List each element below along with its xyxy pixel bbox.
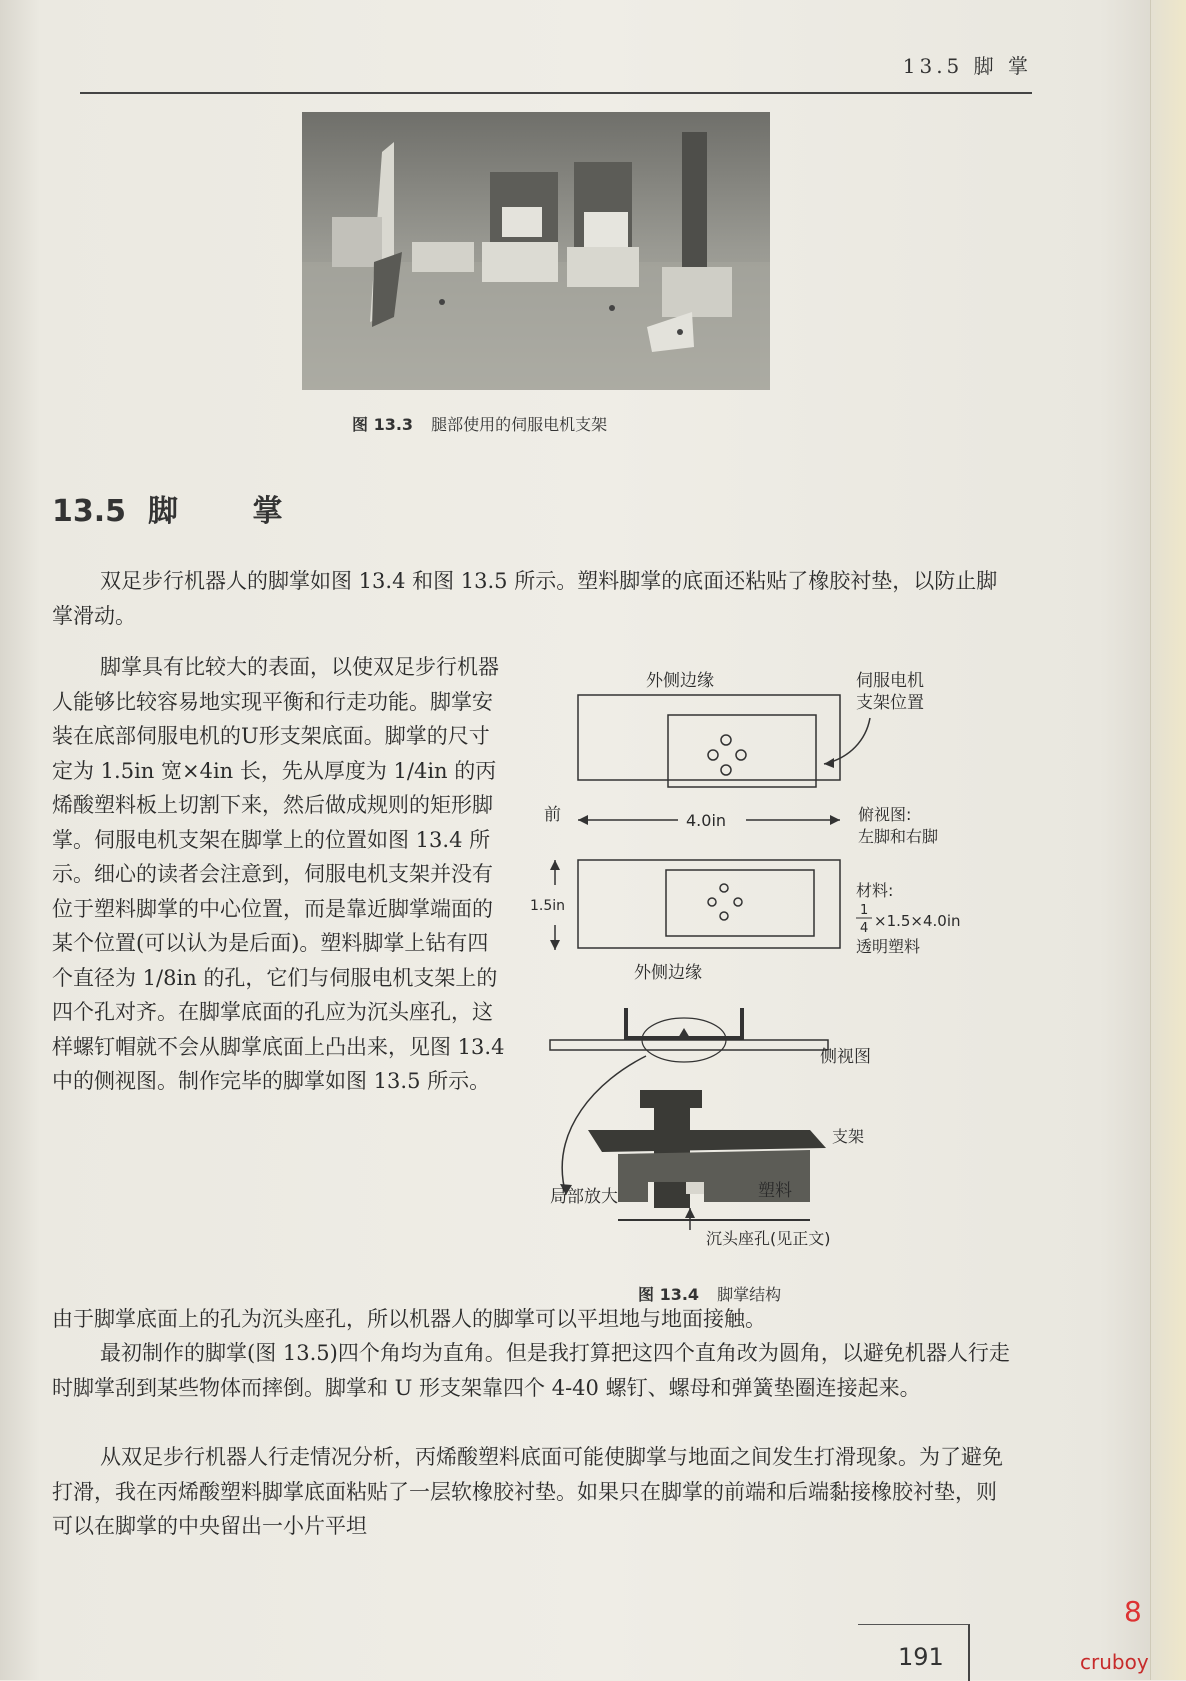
section-heading bbox=[52, 486, 314, 530]
figure-13-4-caption-text: 脚掌结构 bbox=[717, 1285, 782, 1304]
figure-13-3-caption-text: 腿部使用的伺服电机支架 bbox=[431, 415, 608, 434]
running-head bbox=[80, 54, 1032, 96]
label-outer-edge-bottom: 外侧边缘 bbox=[634, 963, 702, 983]
label-material-2: 透明塑料 bbox=[856, 937, 921, 956]
figure-13-4-number: 图 13.4 bbox=[638, 1285, 700, 1304]
bracket-outline-bottom bbox=[666, 870, 814, 936]
figure-13-4-diagram bbox=[528, 660, 1028, 1280]
foot-outline-top bbox=[578, 695, 840, 780]
paragraph-4: 最初制作的脚掌(图 13.5)四个角均为直角。但是我打算把这四个直角改为圆角，以避免机器人行走时脚掌刮到某些物体而摔倒。脚掌和 U 形支架靠四个 4-40 螺钉、螺母和弹簧垫圈连接起来。 bbox=[52, 1341, 1010, 1400]
figure-13-3-number: 图 13.3 bbox=[352, 415, 414, 434]
label-top-view-2: 左脚和右脚 bbox=[858, 827, 939, 846]
section-number: 13.5 bbox=[52, 494, 127, 529]
label-bracket: 支架 bbox=[832, 1127, 865, 1146]
label-bracket-position-2: 支架位置 bbox=[856, 693, 924, 713]
label-front: 前 bbox=[544, 805, 561, 825]
page-number-box bbox=[858, 1624, 970, 1681]
label-side-view: 侧视图 bbox=[820, 1047, 871, 1067]
paragraph-3: 由于脚掌底面上的孔为沉头座孔，所以机器人的脚掌可以平坦地与地面接触。 bbox=[52, 1307, 766, 1331]
label-plastic: 塑料 bbox=[758, 1181, 792, 1201]
paragraph-5: 从双足步行机器人行走情况分析，丙烯酸塑料底面可能使脚掌与地面之间发生打滑现象。为了避免打滑，我在丙烯酸塑料脚掌底面粘贴了一层软橡胶衬垫。如果只在脚掌的前端和后端黏接橡胶衬垫，则可以在脚掌的中央留出一小片平坦 bbox=[52, 1445, 1003, 1538]
label-width: 1.5in bbox=[530, 898, 566, 914]
label-material-1: 材料: bbox=[856, 881, 894, 900]
label-outer-edge-top: 外侧边缘 bbox=[646, 671, 714, 691]
paragraph-1: 双足步行机器人的脚掌如图 13.4 和图 13.5 所示。塑料脚掌的底面还粘贴了橡胶衬垫，以防止脚掌滑动。 bbox=[52, 569, 998, 628]
bracket-outline-top bbox=[668, 715, 816, 787]
running-head-text: 13.5 脚 掌 bbox=[902, 54, 1032, 78]
label-material-denominator: 4 bbox=[860, 921, 869, 936]
label-length: 4.0in bbox=[686, 811, 727, 830]
label-material-numerator: 1 bbox=[860, 903, 869, 918]
label-detail: 局部放大 bbox=[550, 1187, 618, 1207]
watermark: cruboy bbox=[1080, 1650, 1149, 1674]
section-title: 脚 掌 bbox=[148, 494, 315, 529]
pen-mark: 8 bbox=[1124, 1595, 1142, 1628]
page-number: 191 bbox=[898, 1643, 944, 1671]
label-top-view-1: 俯视图: bbox=[858, 805, 912, 824]
label-bracket-position-1: 伺服电机 bbox=[856, 671, 924, 691]
running-head-rule bbox=[80, 92, 1032, 94]
book-spine-edge bbox=[1150, 0, 1186, 1680]
side-view-plate bbox=[550, 1040, 828, 1050]
figure-13-3-photo bbox=[302, 112, 770, 390]
paragraph-2: 脚掌具有比较大的表面，以使双足步行机器人能够比较容易地实现平衡和行走功能。脚掌安装在底部伺服电机的U形支架底面。脚掌的尺寸定为 1.5in 宽×4in 长，先从厚度为 1/4in 的丙烯酸塑料板上切割下来，然后做成规则的矩形脚掌。伺服电机支架在脚掌上的位置如图 13.4 所示。细心的读者会注意到，伺服电机支架并没有位于塑料脚掌的中心位置，而是靠近脚掌端面的某个位置(可以认为是后面)。塑料脚掌上钻有四个直径为 1/8in 的孔，它们与伺服电机支架上的四个孔对齐。在脚掌底面的孔应为沉头座孔，这样螺钉帽就不会从脚掌底面上凸出来，见图 13.4 中的侧视图。制作完毕的脚掌如图 13.5 所示。 bbox=[52, 655, 505, 1093]
label-material-dims: ×1.5×4.0in bbox=[874, 912, 961, 930]
label-countersink: 沉头座孔(见正文) bbox=[706, 1229, 831, 1248]
figure-13-3-caption bbox=[352, 412, 607, 435]
detail-bracket bbox=[588, 1130, 826, 1152]
